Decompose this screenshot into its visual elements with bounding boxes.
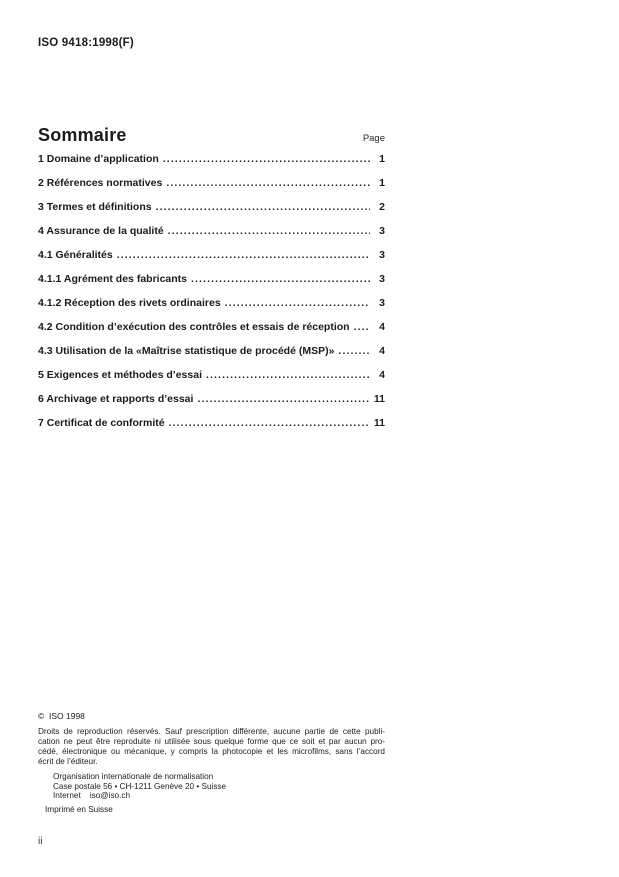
toc-entry-page: 11 <box>373 417 385 429</box>
rights-paragraph-line: écrit de l’éditeur. <box>38 757 98 766</box>
publisher-address-line: Case postale 56 • CH-1211 Genève 20 • Suisse <box>53 781 227 791</box>
toc-entry <box>38 225 385 249</box>
printed-in-notice: Imprimé en Suisse <box>45 804 113 814</box>
copyright-notice: © ISO 1998 <box>38 711 85 721</box>
toc-entry <box>38 201 385 225</box>
toc-entry <box>38 417 385 441</box>
publisher-address-line: Internet iso@iso.ch <box>53 791 131 800</box>
toc-dot-leader <box>117 249 370 261</box>
toc-entry-label: 4 Assurance de la qualité <box>38 225 164 237</box>
toc-page-column-label: Page <box>362 133 385 144</box>
page-number: ii <box>38 836 43 847</box>
toc-dot-leader <box>338 345 370 357</box>
toc-entry-label: 4.1.1 Agrément des fabricants <box>38 273 187 285</box>
toc-dot-leader <box>225 297 370 309</box>
toc-entry-page: 3 <box>379 297 385 309</box>
toc-entry <box>38 369 385 393</box>
toc-entry-label: 6 Archivage et rapports d’essai <box>38 393 194 405</box>
toc-entry <box>38 321 385 345</box>
toc-dot-leader <box>206 369 370 381</box>
doc-reference-header: ISO 9418:1998(F) <box>38 37 134 49</box>
toc-entry-label: 3 Termes et définitions <box>38 201 152 213</box>
toc-entry-label: 7 Certificat de conformité <box>38 417 165 429</box>
rights-paragraph-line: Droits de reproduction réservés. Sauf prescription différente, aucune partie de cette publi- <box>38 727 385 736</box>
toc-entry-page: 3 <box>379 249 385 261</box>
toc-header-row <box>38 125 385 146</box>
publisher-address <box>53 772 385 801</box>
toc-entry-label: 4.2 Condition d’exécution des contrôles et essais de réception <box>38 321 350 333</box>
publisher-address-line: Organisation internationale de normalisation <box>53 772 214 781</box>
toc-dot-leader <box>166 177 370 189</box>
toc-entry <box>38 153 385 177</box>
table-of-contents <box>38 153 385 441</box>
toc-entry-page: 3 <box>379 273 385 285</box>
toc-entry-page: 1 <box>379 153 385 165</box>
toc-title: Sommaire <box>38 125 127 145</box>
toc-dot-leader <box>163 153 370 165</box>
toc-entry-page: 4 <box>379 369 385 381</box>
toc-entry <box>38 177 385 201</box>
rights-paragraph <box>38 727 385 767</box>
toc-entry-page: 1 <box>379 177 385 189</box>
toc-entry-page: 3 <box>379 225 385 237</box>
toc-dot-leader <box>191 273 370 285</box>
copyright-footer <box>38 711 385 814</box>
toc-entry-label: 4.1 Généralités <box>38 249 113 261</box>
toc-entry-label: 5 Exigences et méthodes d’essai <box>38 369 202 381</box>
toc-entry-label: 4.3 Utilisation de la «Maîtrise statistique de procédé (MSP)» <box>38 345 335 357</box>
toc-entry-label: 2 Références normatives <box>38 177 163 189</box>
toc-entry-page: 2 <box>379 201 385 213</box>
toc-dot-leader <box>197 393 370 405</box>
toc-entry <box>38 297 385 321</box>
toc-dot-leader <box>168 225 370 237</box>
toc-entry-page: 4 <box>379 345 385 357</box>
toc-entry <box>38 345 385 369</box>
toc-entry <box>38 393 385 417</box>
toc-entry <box>38 249 385 273</box>
toc-entry <box>38 273 385 297</box>
toc-entry-page: 4 <box>379 321 385 333</box>
rights-paragraph-line: cation ne peut être reproduite ni utilisée sous quelque forme que ce soit et par aucun pro- <box>38 737 385 746</box>
toc-dot-leader <box>354 321 370 333</box>
toc-dot-leader <box>169 417 370 429</box>
toc-entry-label: 1 Domaine d’application <box>38 153 159 165</box>
toc-entry-page: 11 <box>373 393 385 405</box>
toc-entry-label: 4.1.2 Réception des rivets ordinaires <box>38 297 221 309</box>
rights-paragraph-line: cédé, électronique ou mécanique, y compris la photocopie et les microfilms, sans l’accord <box>38 747 385 756</box>
toc-dot-leader <box>156 201 370 213</box>
